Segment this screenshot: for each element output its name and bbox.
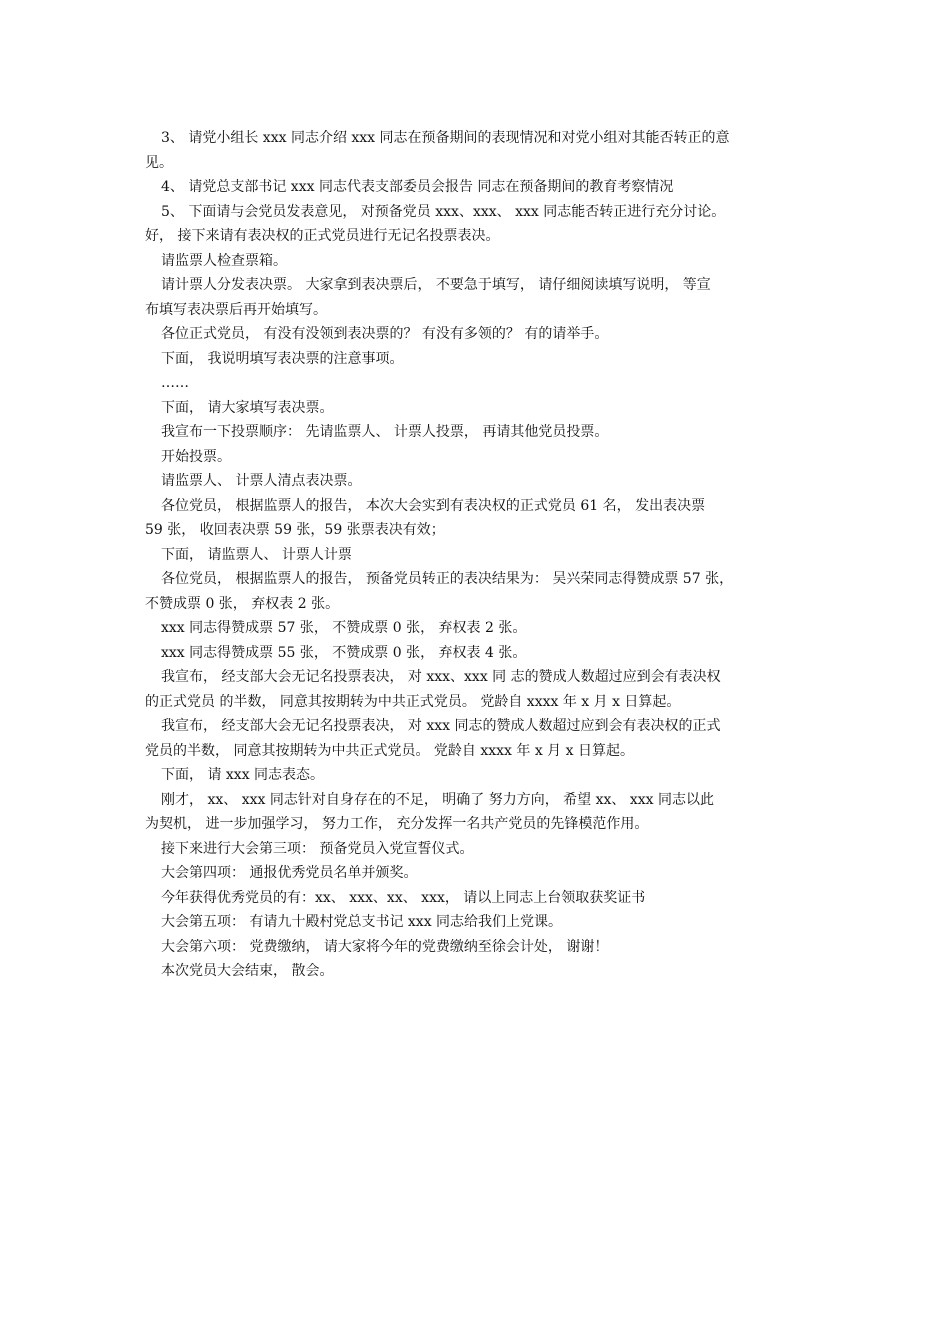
document-line: 大会第四项： 通报优秀党员名单并颁奖。 [161, 865, 418, 881]
document-line: 为契机， 进一步加强学习， 努力工作， 充分发挥一名共产党员的先锋模范作用。 [145, 816, 649, 832]
document-line: 我宣布， 经支部大会无记名投票表决， 对 xxx 同志的赞成人数超过应到会有表决权的正式 [161, 718, 721, 734]
document-line: 的正式党员 的半数， 同意其按期转为中共正式党员。 党龄自 xxxx 年 x 月 x 日算起。 [145, 693, 681, 710]
document-line: 党员的半数， 同意其按期转为中共正式党员。 党龄自 xxxx 年 x 月 x 日算起。 [145, 742, 634, 759]
document-line: 下面， 我说明填写表决票的注意事项。 [161, 350, 404, 367]
document-line: 下面， 请监票人、 计票人计票 [161, 546, 352, 563]
document-line: 接下来进行大会第三项： 预备党员入党宣誓仪式。 [161, 840, 474, 857]
document-line: 59 张， 收回表决票 59 张，59 张票表决有效； [145, 522, 445, 538]
document-line: …… [161, 375, 189, 391]
document-line: 5、 下面请与会党员发表意见， 对预备党员 xxx、xxx、 xxx 同志能否转正进行充分讨论。 [161, 203, 726, 220]
document-line: 今年获得优秀党员的有：xx、 xxx、xx、 xxx， 请以上同志上台领取获奖证书 [161, 889, 646, 906]
document-line: 大会第六项： 党费缴纳， 请大家将今年的党费缴纳至徐会计处， 谢谢！ [161, 938, 609, 955]
document-line: 3、 请党小组长 xxx 同志介绍 xxx 同志在预备期间的表现情况和对党小组对其能否转正的意 [161, 130, 730, 146]
document-line: 下面， 请 xxx 同志表态。 [161, 767, 325, 783]
document-line: 开始投票。 [161, 448, 231, 465]
document-line: 各位党员， 根据监票人的报告， 本次大会实到有表决权的正式党员 61 名， 发出表决票 [161, 497, 706, 514]
document-line: 4、 请党总支部书记 xxx 同志代表支部委员会报告 同志在预备期间的教育考察情况 [161, 179, 674, 195]
document-line: xxx 同志得赞成票 55 张， 不赞成票 0 张， 弃权表 4 张。 [161, 644, 527, 661]
document-line: 我宣布一下投票顺序： 先请监票人、 计票人投票， 再请其他党员投票。 [161, 424, 609, 440]
document-line: 布填写表决票后再开始填写。 [145, 301, 327, 318]
document-line: 见。 [145, 154, 173, 171]
document-line: 各位正式党员， 有没有没领到表决票的？ 有没有多领的？ 有的请举手。 [161, 326, 609, 342]
document-line: 各位党员， 根据监票人的报告， 预备党员转正的表决结果为： 吴兴荣同志得赞成票 57 张， [161, 571, 734, 587]
document-line: 大会第五项： 有请九十殿村党总支书记 xxx 同志给我们上党课。 [161, 914, 563, 930]
document-line: 请计票人分发表决票。 大家拿到表决票后， 不要急于填写， 请仔细阅读填写说明， 等宣 [161, 277, 711, 293]
document-line: 下面， 请大家填写表决票。 [161, 399, 334, 416]
document-line: 本次党员大会结束， 散会。 [161, 963, 334, 979]
document-line: 请监票人检查票箱。 [161, 252, 287, 269]
document-line: 请监票人、 计票人清点表决票。 [161, 473, 362, 489]
document-line: 我宣布， 经支部大会无记名投票表决， 对 xxx、xxx 同 志的赞成人数超过应到会有表决权 [161, 669, 721, 685]
document-line: 刚才， xx、 xxx 同志针对自身存在的不足， 明确了 努力方向， 希望 xx、 xxx 同志以此 [161, 791, 715, 808]
document-line: xxx 同志得赞成票 57 张， 不赞成票 0 张， 弃权表 2 张。 [161, 620, 527, 636]
document-line: 好， 接下来请有表决权的正式党员进行无记名投票表决。 [145, 228, 500, 244]
document-line: 不赞成票 0 张， 弃权表 2 张。 [145, 595, 340, 612]
document-body [145, 126, 815, 984]
